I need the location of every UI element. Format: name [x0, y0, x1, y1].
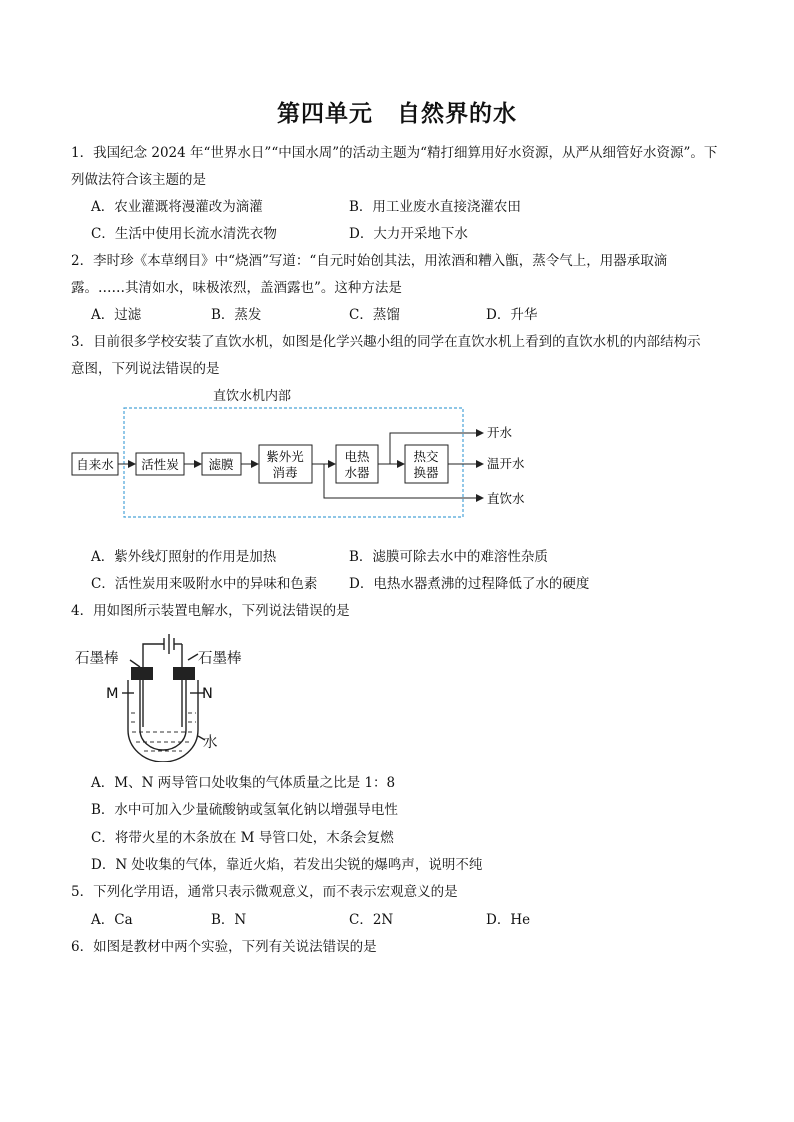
question-6-stem: 6．如图是教材中两个实验，下列有关说法错误的是	[71, 939, 377, 955]
question-2-option-a[interactable]: A．过滤	[91, 307, 142, 323]
left-rod-label: 石墨棒	[75, 651, 119, 667]
question-1-option-a[interactable]: A．农业灌溉将漫灌改为滴灌	[91, 199, 263, 215]
question-1-stem: 1．我国纪念 2024 年“世界水日”“中国水周”的活动主题为“精打细算用好水资源，从严从细管好水资源”。下	[71, 145, 718, 161]
question-3-option-a[interactable]: A．紫外线灯照射的作用是加热	[91, 549, 277, 565]
question-2-stem: 2．李时珍《本草纲目》中“烧酒”写道：“自元时始创其法，用浓酒和糟入甑，蒸令气上，用器承取滴	[71, 253, 668, 269]
uv-label-2: 消毒	[272, 465, 298, 480]
source-label: 自来水	[76, 457, 114, 472]
dispenser-box-label: 直饮水机内部	[213, 389, 292, 404]
right-rod-label: 石墨棒	[198, 651, 242, 667]
output-boiling-label: 开水	[487, 425, 513, 440]
carbon-label: 活性炭	[141, 457, 179, 472]
n-label: N	[202, 686, 213, 702]
heater-label-1: 电热	[344, 449, 370, 464]
question-1-option-c[interactable]: C．生活中使用长流水清洗衣物	[91, 226, 277, 242]
question-3-option-d[interactable]: D．电热水器煮沸的过程降低了水的硬度	[349, 576, 590, 592]
question-5-option-b[interactable]: B．N	[211, 912, 247, 928]
question-5-option-c[interactable]: C．2N	[349, 912, 394, 928]
page-title: 第四单元 自然界的水	[277, 101, 517, 127]
question-3-stem-cont: 意图，下列说法错误的是	[71, 361, 220, 377]
electrolysis-diagram	[70, 632, 260, 762]
question-3-option-c[interactable]: C．活性炭用来吸附水中的异味和色素	[91, 576, 318, 592]
question-3-stem: 3．目前很多学校安装了直饮水机，如图是化学兴趣小组的同学在直饮水机上看到的直饮水机的内部结构示	[71, 334, 701, 350]
question-1-option-b[interactable]: B．用工业废水直接浇灌农田	[349, 199, 521, 215]
question-2-stem-cont: 露。……其清如水，味极浓烈，盖酒露也”。这种方法是	[71, 280, 402, 296]
output-drinking-label: 直饮水	[487, 491, 525, 506]
water-label: 水	[203, 735, 218, 751]
m-label: M	[106, 686, 119, 702]
exchanger-label-1: 热交	[413, 449, 439, 464]
question-5-option-d[interactable]: D．He	[486, 912, 531, 928]
question-4-stem: 4．用如图所示装置电解水，下列说法错误的是	[71, 603, 350, 619]
question-3-option-b[interactable]: B．滤膜可除去水中的难溶性杂质	[349, 549, 548, 565]
question-2-option-d[interactable]: D．升华	[486, 307, 538, 323]
question-1-option-d[interactable]: D．大力开采地下水	[349, 226, 468, 242]
heater-label-2: 水器	[344, 465, 370, 480]
question-2-option-b[interactable]: B．蒸发	[211, 307, 262, 323]
question-2-option-c[interactable]: C．蒸馏	[349, 307, 400, 323]
uv-label-1: 紫外光	[266, 449, 304, 464]
question-4-option-a[interactable]: A．M、N 两导管口处收集的气体质量之比是 1：8	[91, 775, 396, 791]
question-4-option-c[interactable]: C．将带火星的木条放在 M 导管口处，木条会复燃	[91, 830, 394, 846]
exchanger-label-2: 换器	[413, 465, 439, 480]
question-5-stem: 5．下列化学用语，通常只表示微观意义，而不表示宏观意义的是	[71, 884, 458, 900]
membrane-label: 滤膜	[208, 457, 234, 472]
question-4-option-b[interactable]: B．水中可加入少量硫酸钠或氢氧化钠以增强导电性	[91, 802, 398, 818]
question-4-option-d[interactable]: D．N 处收集的气体，靠近火焰，若发出尖锐的爆鸣声，说明不纯	[91, 857, 483, 873]
output-warm-label: 温开水	[487, 456, 525, 471]
question-5-option-a[interactable]: A．Ca	[91, 912, 133, 928]
question-1-stem-cont: 列做法符合该主题的是	[71, 172, 206, 188]
water-dispenser-diagram	[60, 382, 560, 527]
